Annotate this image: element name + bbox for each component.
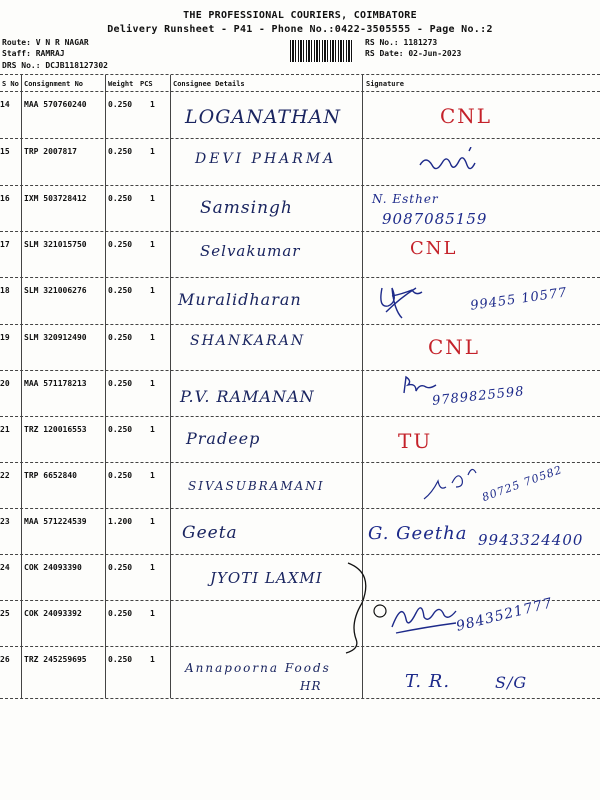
- consignee-name: SIVASUBRAMANI: [188, 479, 325, 493]
- row-consignment: MAA 571224539: [24, 517, 87, 526]
- drs-number: DRS No.: DCJB118127302: [2, 61, 108, 70]
- consignee-name: DEVI PHARMA: [195, 151, 337, 167]
- handwritten-signature: [376, 280, 456, 330]
- col-header-sno: S No: [2, 80, 19, 88]
- signature: CNL: [410, 238, 458, 259]
- handwritten-signature: [418, 465, 488, 505]
- row-consignment: TRP 2007817: [24, 147, 77, 156]
- row-sno: 18: [0, 286, 10, 295]
- row-consignment: IXM 503728412: [24, 194, 87, 203]
- row-consignment: SLM 320912490: [24, 333, 87, 342]
- signature-note: S/G: [495, 673, 528, 692]
- route-label: Route: V N R NAGAR: [2, 38, 89, 47]
- consignee-name: P.V. RAMANAN: [180, 387, 315, 406]
- consignee-name: JYOTI LAXMI: [210, 569, 323, 587]
- row-rule: [0, 554, 600, 555]
- row-pcs: 1: [150, 609, 155, 618]
- rs-date: RS Date: 02-Jun-2023: [365, 49, 462, 58]
- row-sno: 14: [0, 100, 10, 109]
- row-weight: 0.250: [108, 563, 133, 572]
- col-header-signature: Signature: [366, 80, 404, 88]
- row-weight: 0.250: [108, 333, 133, 342]
- row-pcs: 1: [150, 100, 155, 109]
- signature: N. Esther: [372, 192, 439, 206]
- document-subtitle: Delivery Runsheet - P41 - Phone No.:0422-3505555 - Page No.:2: [107, 24, 493, 35]
- row-sno: 25: [0, 609, 10, 618]
- row-consignment: SLM 321015750: [24, 240, 87, 249]
- consignee-name: Pradeep: [186, 429, 261, 448]
- consignee-name: Selvakumar: [200, 242, 301, 260]
- row-rule: [0, 231, 600, 232]
- row-pcs: 1: [150, 655, 155, 664]
- consignee-name: SHANKARAN: [190, 333, 306, 349]
- row-pcs: 1: [150, 471, 155, 480]
- row-pcs: 1: [150, 333, 155, 342]
- row-weight: 1.200: [108, 517, 133, 526]
- row-sno: 23: [0, 517, 10, 526]
- consignee-name: LOGANATHAN: [185, 106, 341, 128]
- row-consignment: MAA 571178213: [24, 379, 87, 388]
- col-header-consignment: Consignment No: [24, 80, 84, 88]
- phone-note: 99455 10577: [469, 285, 569, 314]
- row-weight: 0.250: [108, 655, 133, 664]
- row-rule: [0, 138, 600, 139]
- phone-note: 80725 70582: [480, 462, 565, 505]
- row-rule: [0, 185, 600, 186]
- header-bottom-rule: [0, 91, 600, 92]
- signature: TU: [398, 429, 433, 453]
- phone-note: 9789825598: [431, 384, 526, 409]
- column-divider: [170, 75, 171, 698]
- row-pcs: 1: [150, 425, 155, 434]
- consignee-name: Annapoorna Foods: [185, 661, 331, 675]
- row-consignment: COK 24093390: [24, 563, 82, 572]
- row-rule: [0, 416, 600, 417]
- consignee-name: Muralidharan: [178, 290, 302, 309]
- row-sno: 22: [0, 471, 10, 480]
- row-weight: 0.250: [108, 379, 133, 388]
- row-sno: 24: [0, 563, 10, 572]
- row-rule: [0, 600, 600, 601]
- signature: G. Geetha: [368, 523, 468, 544]
- column-divider: [21, 75, 22, 698]
- row-weight: 0.250: [108, 425, 133, 434]
- table-top-rule: [0, 74, 600, 75]
- row-rule: [0, 277, 600, 278]
- row-consignment: TRZ 120016553: [24, 425, 87, 434]
- consignee-name: Geeta: [182, 523, 238, 543]
- consignee-name-line2: HR: [300, 679, 322, 693]
- col-header-consignee: Consignee Details: [173, 80, 245, 88]
- row-consignment: TRZ 245259695: [24, 655, 87, 664]
- phone-note: 9087085159: [382, 210, 488, 228]
- row-pcs: 1: [150, 286, 155, 295]
- row-sno: 15: [0, 147, 10, 156]
- row-consignment: MAA 570760240: [24, 100, 87, 109]
- handwritten-signature: [415, 147, 495, 177]
- row-weight: 0.250: [108, 240, 133, 249]
- signature: T. R.: [405, 671, 451, 692]
- row-weight: 0.250: [108, 286, 133, 295]
- phone-note: 9943324400: [478, 531, 584, 549]
- row-weight: 0.250: [108, 100, 133, 109]
- table-bottom-rule: [0, 698, 600, 699]
- row-sno: 26: [0, 655, 10, 664]
- row-rule: [0, 646, 600, 647]
- rs-number: RS No.: 1181273: [365, 38, 438, 47]
- row-sno: 20: [0, 379, 10, 388]
- phone-note: 9843521777: [454, 595, 555, 635]
- row-consignment: COK 24093392: [24, 609, 82, 618]
- row-sno: 17: [0, 240, 10, 249]
- row-pcs: 1: [150, 517, 155, 526]
- row-rule: [0, 462, 600, 463]
- signature: CNL: [440, 104, 493, 128]
- row-sno: 19: [0, 333, 10, 342]
- row-consignment: TRP 6652840: [24, 471, 77, 480]
- row-rule: [0, 508, 600, 509]
- row-rule: [0, 324, 600, 325]
- handwritten-signature: [368, 597, 468, 641]
- document-title: THE PROFESSIONAL COURIERS, COIMBATORE: [183, 10, 417, 21]
- row-weight: 0.250: [108, 471, 133, 480]
- row-weight: 0.250: [108, 147, 133, 156]
- staff-label: Staff: RAMRAJ: [2, 49, 65, 58]
- barcode: [290, 40, 353, 62]
- row-pcs: 1: [150, 379, 155, 388]
- row-weight: 0.250: [108, 194, 133, 203]
- row-pcs: 1: [150, 147, 155, 156]
- consignee-name: Samsingh: [200, 198, 293, 218]
- col-header-pcs: PCS: [140, 80, 153, 88]
- row-sno: 16: [0, 194, 10, 203]
- row-rule: [0, 370, 600, 371]
- row-consignment: SLM 321006276: [24, 286, 87, 295]
- row-pcs: 1: [150, 240, 155, 249]
- row-pcs: 1: [150, 194, 155, 203]
- col-header-weight: Weight: [108, 80, 134, 88]
- row-sno: 21: [0, 425, 10, 434]
- row-weight: 0.250: [108, 609, 133, 618]
- column-divider: [105, 75, 106, 698]
- signature: CNL: [428, 335, 481, 359]
- row-pcs: 1: [150, 563, 155, 572]
